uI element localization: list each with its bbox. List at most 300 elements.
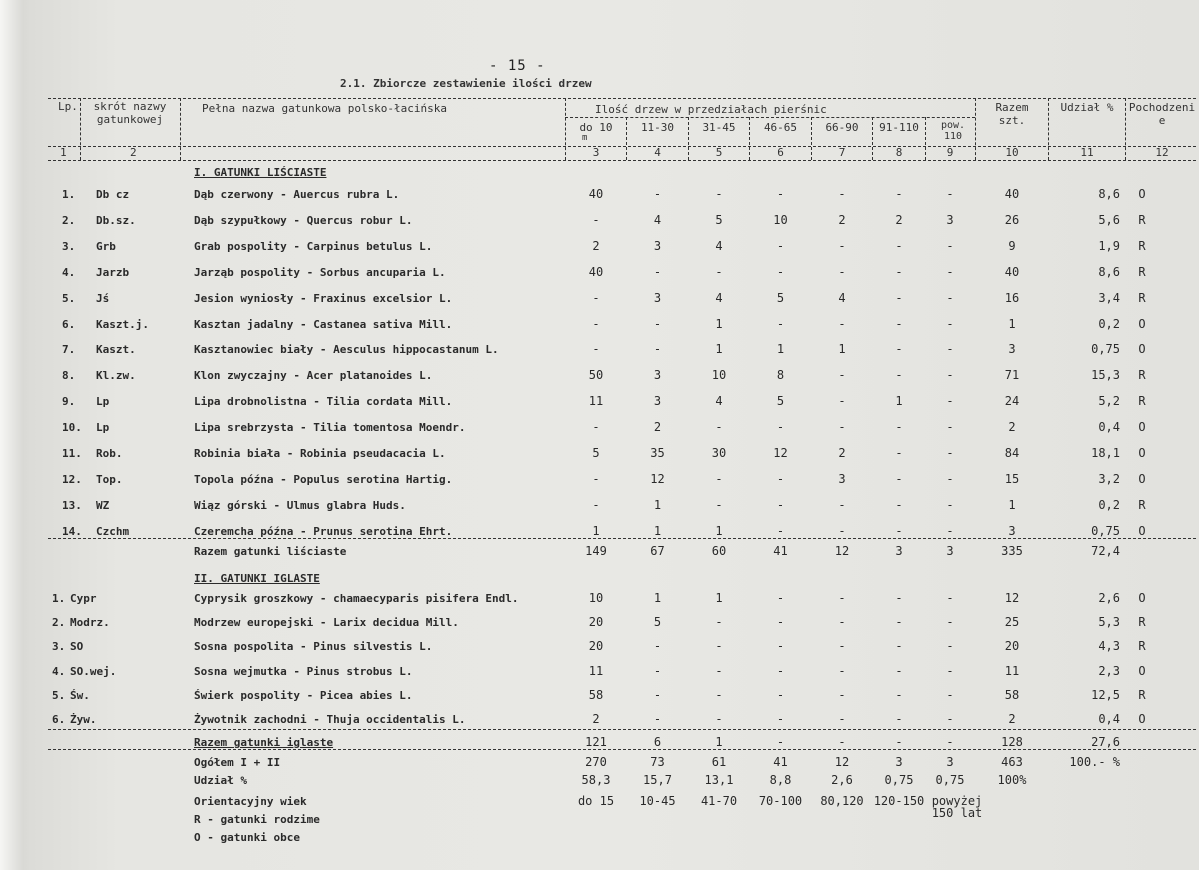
row-lp: 4. — [62, 265, 76, 279]
col-number: 8 — [895, 146, 903, 159]
col-sep — [749, 117, 750, 160]
row-total: 40 — [1004, 264, 1020, 279]
row-count-cell: 3 — [653, 368, 662, 383]
row-count-cell: 3 — [653, 290, 662, 305]
col-sep — [1125, 98, 1126, 160]
col-number: 11 — [1080, 146, 1094, 159]
section-title-deciduous: I. GATUNKI LIŚCIASTE — [194, 166, 327, 179]
row-species-name: Świerk pospolity - Picea abies L. — [194, 688, 413, 702]
row-count-cell: 1 — [653, 591, 662, 605]
total-label: Ogółem I + II — [194, 756, 281, 769]
col-number: 6 — [777, 146, 784, 159]
row-total: 15 — [1004, 471, 1020, 486]
row-count-cell: - — [946, 342, 954, 357]
row-species-name: Sosna wejmutka - Pinus strobus L. — [194, 664, 413, 678]
row-count-cell: - — [776, 523, 785, 538]
row-abbrev: Jarzb — [96, 265, 130, 279]
row-origin: O — [1138, 342, 1146, 357]
row-count-cell: 1 — [653, 497, 662, 512]
row-count-cell: - — [776, 471, 785, 486]
row-count-cell: 1 — [838, 342, 846, 357]
row-count-cell: 3 — [653, 394, 662, 409]
row-count-cell: - — [776, 663, 785, 678]
row-lp: 2. — [62, 213, 76, 227]
row-count-cell: 20 — [588, 639, 604, 654]
row-lp: 1. — [62, 188, 76, 201]
total-label: Razem gatunki iglaste — [194, 736, 334, 749]
row-count-cell: 11 — [588, 663, 604, 678]
row-count-cell: - — [838, 591, 846, 605]
row-origin: R — [1138, 290, 1146, 305]
row-lp: 11. — [62, 447, 82, 460]
row-lp: 9. — [62, 395, 76, 409]
row-count-cell: 2 — [653, 420, 662, 435]
row-count-cell: - — [715, 471, 723, 486]
row-count-cell: - — [946, 187, 954, 201]
col-sep — [180, 98, 181, 160]
col-sep — [1048, 98, 1049, 160]
row-share: 0,75 — [1091, 523, 1120, 538]
row-count-cell: - — [776, 264, 785, 279]
col-number: 7 — [838, 146, 846, 159]
row-lp: 3. — [62, 239, 76, 253]
total-count-cell: 0,75 — [884, 773, 914, 787]
row-species-name: Modrzew europejski - Larix decidua Mill. — [194, 616, 459, 630]
row-count-cell: 1 — [653, 523, 662, 538]
row-share: 2,3 — [1098, 663, 1120, 678]
row-count-cell: - — [946, 615, 954, 630]
row-total: 11 — [1004, 663, 1020, 678]
row-share: 0,4 — [1098, 420, 1120, 435]
row-count-cell: 5 — [776, 394, 785, 409]
row-lp: 3. — [52, 640, 66, 654]
row-share: 8,6 — [1098, 264, 1120, 279]
row-origin: O — [1138, 471, 1146, 486]
row-count-cell: - — [715, 615, 723, 630]
row-lp: 13. — [62, 498, 82, 512]
row-total: 71 — [1004, 368, 1020, 383]
row-abbrev: Cypr — [70, 592, 97, 605]
row-count-cell: 30 — [711, 446, 727, 460]
row-count-cell: 11 — [588, 394, 604, 409]
row-count-cell: - — [715, 687, 723, 702]
age-range-cell: powyżej 150 lat — [931, 794, 983, 820]
total-count-cell: 0,75 — [935, 773, 965, 787]
row-count-cell: - — [895, 687, 903, 702]
row-count-cell: 1 — [895, 394, 903, 409]
row-species-name: Jarząb pospolity - Sorbus ancuparia L. — [194, 265, 446, 279]
row-abbrev: Czchm — [96, 524, 130, 538]
row-count-cell: - — [895, 615, 903, 630]
total-share: 100.- % — [1069, 755, 1120, 769]
row-origin: O — [1138, 712, 1146, 726]
row-species-name: Topola późna - Populus serotina Hartig. — [194, 472, 453, 486]
row-share: 3,2 — [1098, 471, 1120, 486]
row-count-cell: - — [776, 238, 785, 253]
row-total: 84 — [1004, 446, 1020, 460]
age-range-cell: 80,120 — [820, 794, 864, 808]
row-count-cell: - — [946, 712, 954, 726]
row-count-cell: - — [946, 420, 954, 435]
row-count-cell: 3 — [838, 471, 846, 486]
col-sep — [688, 117, 689, 160]
row-count-cell: - — [946, 471, 954, 486]
row-count-cell: 1 — [715, 523, 723, 538]
row-abbrev: WZ — [96, 498, 110, 512]
total-share: 27,6 — [1091, 735, 1120, 749]
row-count-cell: - — [776, 591, 785, 605]
row-origin: R — [1138, 615, 1146, 630]
row-count-cell: - — [715, 497, 723, 512]
total-count-cell: 270 — [585, 755, 607, 769]
row-count-cell: - — [776, 615, 785, 630]
row-count-cell: - — [838, 639, 846, 654]
age-range-cell: 41-70 — [700, 794, 738, 808]
row-share: 5,2 — [1098, 394, 1120, 409]
row-abbrev: Żyw. — [70, 713, 97, 726]
row-count-cell: - — [592, 342, 600, 357]
row-total: 16 — [1004, 290, 1020, 305]
row-count-cell: - — [946, 523, 954, 538]
row-count-cell: 10 — [711, 368, 727, 383]
row-share: 0,2 — [1098, 316, 1120, 331]
row-abbrev: SO — [70, 640, 84, 654]
col-number: 10 — [1005, 146, 1019, 159]
total-sum: 335 — [1001, 544, 1023, 558]
row-count-cell: - — [895, 446, 903, 460]
row-count-cell: 3 — [946, 212, 954, 227]
header-top-rule — [48, 98, 1196, 99]
row-origin: O — [1138, 446, 1146, 460]
row-lp: 8. — [62, 369, 76, 383]
row-total: 12 — [1004, 591, 1020, 605]
total-share: 72,4 — [1091, 544, 1120, 558]
row-count-cell: - — [838, 187, 846, 201]
row-total: 26 — [1004, 212, 1020, 227]
row-count-cell: - — [653, 687, 662, 702]
row-total: 1 — [1008, 497, 1016, 512]
header-range: 91-110 — [879, 121, 919, 134]
row-lp: 5. — [52, 688, 66, 702]
header-razem: Razem szt. — [995, 101, 1029, 127]
row-count-cell: - — [895, 238, 903, 253]
row-count-cell: - — [838, 238, 846, 253]
total-sum: 100% — [997, 773, 1027, 787]
total-label: Razem gatunki liściaste — [194, 545, 347, 558]
row-share: 18,1 — [1091, 446, 1120, 460]
row-total: 1 — [1008, 316, 1016, 331]
total-count-cell: 73 — [650, 755, 665, 769]
row-count-cell: - — [946, 394, 954, 409]
row-lp: 5. — [62, 291, 76, 305]
row-count-cell: - — [895, 497, 903, 512]
row-count-cell: - — [592, 497, 600, 512]
row-species-name: Czeremcha późna - Prunus serotina Ehrt. — [194, 524, 453, 538]
age-range-cell: 120-150 — [873, 794, 925, 808]
row-count-cell: - — [946, 368, 954, 383]
total-label: Udział % — [194, 774, 247, 787]
row-count-cell: 2 — [592, 712, 600, 726]
row-count-cell: 5 — [592, 446, 600, 460]
row-lp: 14. — [62, 524, 82, 538]
total-count-cell: - — [895, 735, 903, 749]
total-count-cell: 2,6 — [831, 773, 853, 787]
row-species-name: Lipa srebrzysta - Tilia tomentosa Moendr. — [194, 421, 466, 435]
row-count-cell: - — [715, 712, 723, 726]
row-count-cell: - — [895, 471, 903, 486]
col-sep — [975, 98, 976, 160]
row-count-cell: - — [653, 342, 662, 357]
row-lp: 10. — [62, 421, 82, 435]
row-origin: O — [1138, 187, 1146, 201]
row-origin: R — [1138, 368, 1146, 383]
row-abbrev: Top. — [96, 472, 123, 486]
row-origin: R — [1138, 238, 1146, 253]
row-lp: 1. — [52, 592, 66, 605]
row-count-cell: 1 — [592, 523, 600, 538]
row-count-cell: 2 — [895, 212, 903, 227]
row-share: 0,4 — [1098, 712, 1120, 726]
row-lp: 6. — [52, 713, 66, 726]
header-range: 46-65 — [763, 121, 798, 134]
row-count-cell: 40 — [588, 187, 604, 201]
header-range: 66-90 — [825, 121, 859, 134]
col-sep — [80, 98, 81, 160]
header-lp: Lp. — [58, 100, 78, 113]
total-sum: 128 — [1001, 735, 1023, 749]
legend-native: R - gatunki rodzime — [194, 813, 320, 826]
total-count-cell: 60 — [711, 544, 727, 558]
row-count-cell: - — [895, 523, 903, 538]
row-abbrev: SO.wej. — [70, 664, 117, 678]
row-count-cell: - — [895, 591, 903, 605]
age-range-cell: 70-100 — [758, 794, 803, 808]
row-lp: 6. — [62, 317, 76, 331]
row-count-cell: - — [838, 663, 846, 678]
row-count-cell: - — [946, 446, 954, 460]
row-count-cell: - — [946, 687, 954, 702]
row-count-cell: - — [946, 290, 954, 305]
row-total: 24 — [1004, 394, 1020, 409]
total-count-cell: 121 — [585, 735, 607, 749]
row-count-cell: - — [895, 187, 903, 201]
total-count-cell: 8,8 — [769, 773, 792, 787]
row-count-cell: - — [776, 420, 785, 435]
row-count-cell: - — [592, 471, 600, 486]
legend-foreign: O - gatunki obce — [194, 831, 300, 844]
header-skrot: skrót nazwy gatunkowej — [93, 100, 167, 126]
row-count-cell: 20 — [588, 615, 604, 630]
row-abbrev: Lp — [96, 395, 110, 409]
row-count-cell: - — [776, 497, 785, 512]
row-count-cell: - — [715, 639, 723, 654]
row-count-cell: - — [776, 187, 785, 201]
row-lp: 7. — [62, 343, 76, 357]
row-count-cell: - — [895, 712, 903, 726]
row-count-cell: - — [653, 187, 662, 201]
total-count-cell: 3 — [895, 755, 903, 769]
row-count-cell: - — [838, 394, 846, 409]
row-count-cell: - — [653, 663, 662, 678]
row-total: 58 — [1004, 687, 1020, 702]
row-origin: R — [1138, 639, 1146, 654]
row-total: 9 — [1008, 238, 1016, 253]
row-count-cell: - — [838, 615, 846, 630]
col-sep — [565, 98, 566, 160]
row-count-cell: - — [653, 712, 662, 726]
row-count-cell: 40 — [588, 264, 604, 279]
row-count-cell: 12 — [773, 446, 788, 460]
row-count-cell: 1 — [715, 591, 723, 605]
row-species-name: Kasztanowiec biały - Aesculus hippocastanum L. — [194, 343, 499, 357]
row-total: 3 — [1008, 342, 1016, 357]
row-total: 20 — [1004, 639, 1020, 654]
row-count-cell: - — [838, 497, 846, 512]
row-origin: O — [1138, 523, 1146, 538]
row-count-cell: - — [715, 663, 723, 678]
row-count-cell: 4 — [838, 290, 846, 305]
row-count-cell: 4 — [715, 290, 723, 305]
total-count-cell: 41 — [773, 544, 788, 558]
row-count-cell: - — [592, 316, 600, 331]
section-title-conifers: II. GATUNKI IGLASTE — [194, 572, 320, 585]
row-abbrev: Kl.zw. — [96, 369, 136, 383]
section-total-rule — [48, 729, 1196, 730]
total-count-cell: 41 — [773, 755, 788, 769]
row-count-cell: - — [895, 264, 903, 279]
col-number: 12 — [1155, 146, 1169, 159]
row-share: 0,2 — [1098, 497, 1120, 512]
header-range: 11-30 — [640, 121, 675, 134]
row-count-cell: - — [838, 316, 846, 331]
row-species-name: Lipa drobnolistna - Tilia cordata Mill. — [194, 395, 453, 409]
total-count-cell: - — [838, 735, 846, 749]
row-total: 2 — [1008, 712, 1016, 726]
row-count-cell: - — [838, 368, 846, 383]
row-count-cell: 1 — [715, 316, 723, 331]
row-count-cell: - — [895, 663, 903, 678]
row-count-cell: - — [838, 420, 846, 435]
header-range: do 10 — [579, 121, 613, 134]
age-range-cell: 10-45 — [639, 794, 676, 808]
row-count-cell: 58 — [588, 687, 604, 702]
row-count-cell: - — [592, 420, 600, 435]
row-count-cell: - — [838, 712, 846, 726]
page-edge — [0, 0, 24, 870]
header-bottom-rule — [48, 160, 1196, 161]
row-abbrev: Lp — [96, 421, 110, 435]
row-count-cell: - — [653, 264, 662, 279]
row-count-cell: - — [776, 639, 785, 654]
row-species-name: Dąb szypułkowy - Quercus robur L. — [194, 213, 413, 227]
total-count-cell: 61 — [711, 755, 727, 769]
total-count-cell: 13,1 — [704, 773, 734, 787]
col-number: 2 — [130, 146, 137, 159]
row-abbrev: Rob. — [96, 447, 123, 460]
row-count-cell: - — [895, 368, 903, 383]
row-count-cell: 2 — [838, 212, 846, 227]
row-count-cell: - — [946, 639, 954, 654]
row-species-name: Robinia biała - Robinia pseudacacia L. — [194, 447, 446, 460]
total-count-cell: 3 — [895, 544, 903, 558]
header-range: 31-45 — [702, 121, 736, 134]
row-count-cell: 35 — [650, 446, 665, 460]
row-abbrev: Kaszt. — [96, 343, 136, 357]
row-count-cell: - — [895, 639, 903, 654]
col-sep — [811, 117, 812, 160]
row-count-cell: - — [946, 663, 954, 678]
row-count-cell: 5 — [715, 212, 723, 227]
row-origin: R — [1138, 394, 1146, 409]
row-species-name: Jesion wyniosły - Fraxinus excelsior L. — [194, 291, 453, 305]
section-total-rule — [48, 749, 1196, 750]
total-count-cell: 1 — [715, 735, 723, 749]
total-count-cell: 6 — [653, 735, 662, 749]
row-origin: O — [1138, 316, 1146, 331]
row-count-cell: - — [776, 712, 785, 726]
row-origin: O — [1138, 420, 1146, 435]
row-origin: O — [1138, 591, 1146, 605]
row-count-cell: 8 — [776, 368, 785, 383]
row-count-cell: 1 — [776, 342, 785, 357]
row-count-cell: - — [776, 687, 785, 702]
row-species-name: Dąb czerwony - Auercus rubra L. — [194, 188, 400, 201]
row-origin: R — [1138, 212, 1146, 227]
row-total: 2 — [1008, 420, 1016, 435]
row-count-cell: - — [715, 420, 723, 435]
row-count-cell: - — [895, 316, 903, 331]
total-count-cell: 3 — [946, 544, 954, 558]
row-count-cell: 4 — [653, 212, 662, 227]
row-count-cell: - — [838, 523, 846, 538]
row-count-cell: - — [776, 316, 785, 331]
row-share: 15,3 — [1091, 368, 1120, 383]
row-species-name: Grab pospolity - Carpinus betulus L. — [194, 239, 433, 253]
row-count-cell: - — [946, 238, 954, 253]
row-origin: R — [1138, 687, 1146, 702]
total-count-cell: 12 — [834, 544, 850, 558]
row-count-cell: - — [592, 290, 600, 305]
row-count-cell: - — [838, 687, 846, 702]
header-range-unit: m — [582, 133, 588, 143]
col-number: 5 — [715, 146, 723, 159]
row-count-cell: - — [946, 264, 954, 279]
row-count-cell: - — [895, 290, 903, 305]
row-count-cell: 4 — [715, 238, 723, 253]
row-abbrev: Grb — [96, 239, 116, 253]
row-species-name: Żywotnik zachodni - Thuja occidentalis L. — [194, 713, 466, 726]
total-count-cell: 58,3 — [581, 773, 611, 787]
row-species-name: Cyprysik groszkowy - chamaecyparis pisifera Endl. — [194, 592, 519, 605]
total-count-cell: 3 — [946, 755, 954, 769]
row-species-name: Kasztan jadalny - Castanea sativa Mill. — [194, 317, 453, 331]
row-count-cell: - — [715, 264, 723, 279]
row-origin: O — [1138, 663, 1146, 678]
header-udzial: Udział % — [1060, 101, 1114, 114]
row-abbrev: Db.sz. — [96, 213, 136, 227]
col-number: 3 — [592, 146, 600, 159]
header-range: pow. 110 — [940, 120, 966, 142]
header-pochodzenie: Pochodzenie — [1128, 101, 1196, 127]
total-count-cell: 12 — [834, 755, 850, 769]
row-lp: 2. — [52, 616, 66, 630]
total-sum: 463 — [1001, 755, 1023, 769]
row-share: 0,75 — [1091, 342, 1120, 357]
row-lp: 12. — [62, 472, 82, 486]
row-count-cell: - — [592, 212, 600, 227]
col-number: 4 — [654, 146, 661, 159]
total-count-cell: - — [946, 735, 954, 749]
